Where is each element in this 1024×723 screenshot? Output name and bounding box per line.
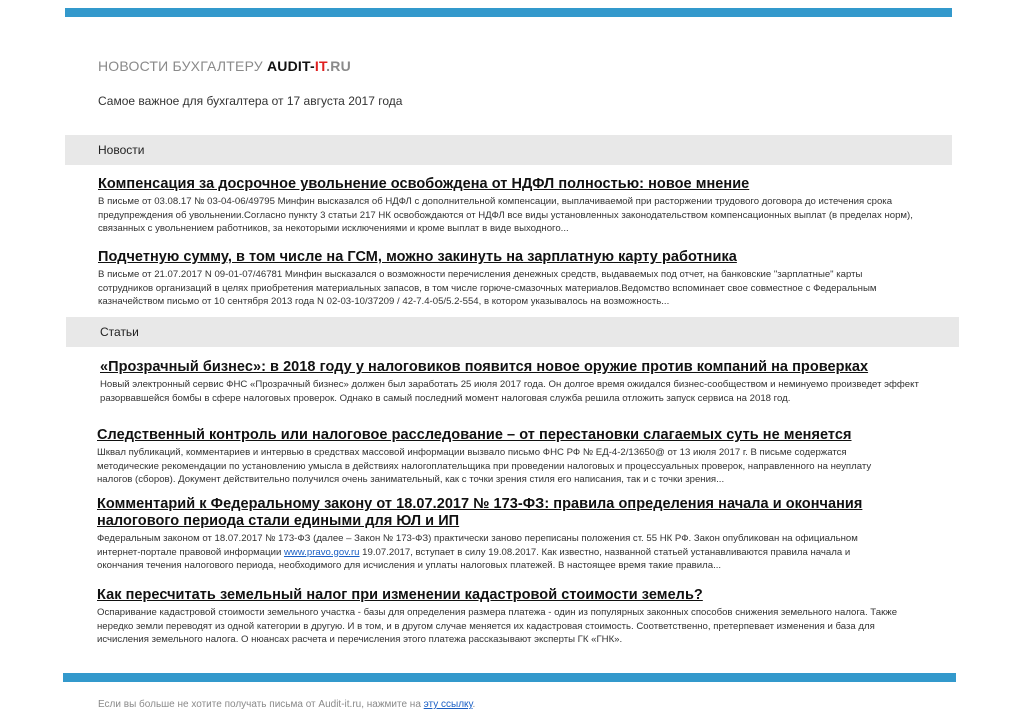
article-item (97, 496, 887, 573)
article-item (97, 427, 907, 487)
brand-it: IT (314, 58, 327, 74)
newsletter-subtitle: Самое важное для бухгалтера от 17 августа 2017 года (98, 94, 403, 108)
brand-ru: .RU (326, 58, 351, 74)
section-header-news: Новости (65, 135, 952, 165)
brand-prefix: НОВОСТИ БУХГАЛТЕРУ (98, 58, 267, 74)
article-item (100, 359, 930, 405)
article-description: Новый электронный сервис ФНС «Прозрачный бизнес» должен был заработать 25 июля 2017 года. Он долгое время ожидался бизнес-сообществом и неминуемо произведет эффект разорвавшейся бомбы в сфере налоговых проверок. Однако в самый последний момент налоговая служба решила отложить запуск сервиса на 2018 год. (100, 379, 919, 404)
news-description: В письме от 21.07.2017 N 09-01-07/46781 Минфин высказался о возможности перечисления денежных средств, выдаваемых под отчет, на банковские "зарплатные" карты сотрудников организаций в целях приобретения материальных запасов, в том числе горюче-смазочных материалов.Ведомство вспоминает свое совместное с Федеральным казначейством письмо от 10 сентября 2013 года N 02-03-10/37209 / 42-7.4-05/5.2-554, в котором указывалось на возможность... (98, 269, 877, 307)
article-item (97, 587, 907, 647)
unsubscribe-link[interactable]: эту ссылку (423, 699, 473, 710)
section-header-articles: Статьи (66, 317, 959, 347)
news-item (98, 249, 918, 309)
news-title-link[interactable]: Подчетную сумму, в том числе на ГСМ, можно закинуть на зарплатную карту работника (98, 249, 737, 265)
article-description (97, 532, 887, 573)
article-description: Оспаривание кадастровой стоимости земельного участка - базы для определения размера платежа - один из популярных законных способов снижения земельного налога. Также нередко земли переводят из одной категории в другую. И в том, и в другом случае меняется их кадастровая стоимость. Соответственно, претерпевает изменения и база для исчисления земельного налога. О нюансах расчета и перечисления этого платежа рассказывают эксперты ГК «ГНК». (97, 607, 898, 645)
top-accent-bar (65, 8, 952, 17)
news-item (98, 176, 918, 236)
article-description-text: 19.07.2017, вступает в силу 19.08.2017. Как известно, названной статьей устанавливаются правила начала и окончания течения налогового периода, необходимого для исчисления и уплаты налоговых платежей. В настоящее время такие правила... (97, 546, 851, 571)
brand-audit: AUDIT- (267, 58, 315, 74)
bottom-accent-bar (63, 673, 956, 682)
article-title-link[interactable]: «Прозрачный бизнес»: в 2018 году у налоговиков появится новое оружие против компаний на проверках (100, 359, 869, 375)
unsubscribe-footer (98, 699, 475, 710)
article-description-text: Федеральным законом от 18.07.2017 № 173-ФЗ (далее – Закон № 173-ФЗ) практически заново переписаны положения ст. 55 НК РФ. Закон опубликован на официальном интернет-портале правовой информации (97, 533, 858, 558)
article-title-link[interactable]: Комментарий к Федеральному закону от 18.07.2017 № 173-ФЗ: правила определения начала и окончания налогового периода стали едиными для ЮЛ и ИП (97, 496, 863, 529)
pravo-gov-link[interactable]: www.pravo.gov.ru (283, 546, 360, 558)
news-description: В письме от 03.08.17 № 03-04-06/49795 Минфин высказался об НДФЛ с дополнительной компенсации, выплачиваемой при расторжении трудового договора до истечения срока предупреждения об увольнении.Согласно пункту 3 статьи 217 НК освобождаются от НДФЛ все виды установленных законодательством компенсационных выплат (в пределах норм), связанных с увольнением работников, за некоторыми исключениями и кроме выплат в виде выходного... (98, 196, 913, 234)
article-description: Шквал публикаций, комментариев и интервью в средствах массовой информации вызвало письмо ФНС РФ № ЕД-4-2/13650@ от 13 июля 2017 г. В письме содержатся методические рекомендации по установлению умысла в действиях налогоплательщика при проведении налоговых и процессуальных проверок, направленного на неуплату налогов (сборов). Документ действительно получился очень занимательный, как с точки зрения стиля его написания, так и с точки зрения... (97, 447, 872, 485)
brand-logo[interactable] (98, 58, 351, 74)
article-title-link[interactable]: Следственный контроль или налоговое расследование – от перестановки слагаемых суть не меняется (97, 427, 852, 443)
footer-text-end: . (472, 699, 476, 710)
footer-text: Если вы больше не хотите получать письма от Audit-it.ru, нажмите на (98, 699, 424, 710)
news-title-link[interactable]: Компенсация за досрочное увольнение освобождена от НДФЛ полностью: новое мнение (98, 176, 750, 192)
article-title-link[interactable]: Как пересчитать земельный налог при изменении кадастровой стоимости земель? (97, 587, 703, 603)
